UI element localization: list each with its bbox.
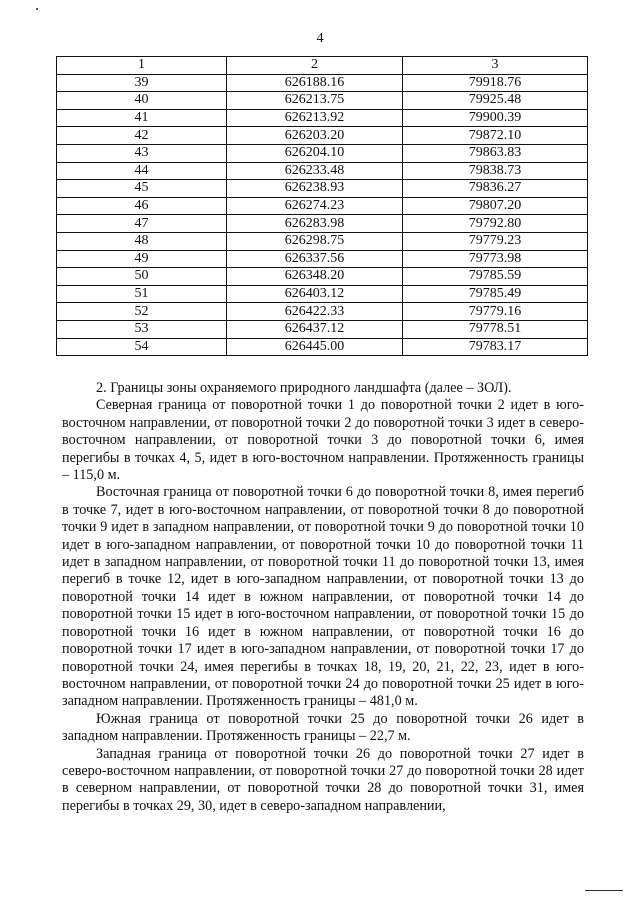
- y-coordinate-cell: 79792.80: [403, 215, 588, 233]
- point-number-cell: 53: [57, 320, 227, 338]
- table-row: [57, 92, 588, 110]
- point-number-cell: 50: [57, 268, 227, 286]
- column-header: 3: [403, 57, 588, 75]
- point-number-cell: 39: [57, 74, 227, 92]
- x-coordinate-cell: 626337.56: [227, 250, 403, 268]
- x-coordinate-cell: 626188.16: [227, 74, 403, 92]
- x-coordinate-cell: 626283.98: [227, 215, 403, 233]
- point-number-cell: 42: [57, 127, 227, 145]
- x-coordinate-cell: 626213.75: [227, 92, 403, 110]
- table-header-row: [57, 57, 588, 75]
- coordinates-table: [56, 56, 588, 356]
- point-number-cell: 41: [57, 109, 227, 127]
- y-coordinate-cell: 79838.73: [403, 162, 588, 180]
- point-number-cell: 47: [57, 215, 227, 233]
- y-coordinate-cell: 79918.76: [403, 74, 588, 92]
- y-coordinate-cell: 79785.49: [403, 285, 588, 303]
- y-coordinate-cell: 79900.39: [403, 109, 588, 127]
- point-number-cell: 44: [57, 162, 227, 180]
- x-coordinate-cell: 626238.93: [227, 180, 403, 198]
- x-coordinate-cell: 626437.12: [227, 320, 403, 338]
- y-coordinate-cell: 79863.83: [403, 144, 588, 162]
- y-coordinate-cell: 79807.20: [403, 197, 588, 215]
- y-coordinate-cell: 79783.17: [403, 338, 588, 356]
- y-coordinate-cell: 79925.48: [403, 92, 588, 110]
- page-number: 4: [316, 31, 324, 46]
- table-row: [57, 144, 588, 162]
- x-coordinate-cell: 626445.00: [227, 338, 403, 356]
- section-heading: 2. Границы зоны охраняемого природного ландшафта (далее – ЗОЛ).: [96, 380, 512, 396]
- x-coordinate-cell: 626204.10: [227, 144, 403, 162]
- paragraph-east-boundary: Восточная граница от поворотной точки 6 до поворотной точки 8, имея перегиб в точке 7, идет в юго-восточном направлении, от поворотной точки 8 до поворотной точки 9 идет в западном направлении, от поворотной точки 9 до поворотной точки 10 идет в юго-западном направлении, от поворотной точки 10 до поворотной точки 11 идет в западном направлении, от поворотной точки 11 до поворотной точки 13, имея перегиб в точке 12, идет в юго-западном направлении, от поворотной точки 13 до поворотной точки 14 идет в южном направлении, от поворотной точки 14 до поворотной точки 15 идет в юго-восточном направлении, от поворотной точки 15 до поворотной точки 16 идет в южном направлении, от поворотной точки 16 до поворотной точки 17 идет в юго-западном направлении, от поворотной точки 17 до поворотной точки 24, имея перегибы в точках 18, 19, 20, 21, 22, 23, идет в юго-восточном направлении, от поворотной точки 24 до поворотной точки 25 идет в юго-западном направлении. Протяженность границы – 481,0 м.: [62, 484, 584, 710]
- paragraph-north-boundary: Северная граница от поворотной точки 1 до поворотной точки 2 идет в юго-восточном направлении, от поворотной точки 2 до поворотной точки 3 идет в северо-восточном направлении, от поворотной точки 3 до поворотной точки 6, имея перегибы в точках 4, 5, идет в юго-восточном направлении. Протяженность границы – 115,0 м.: [62, 397, 584, 484]
- y-coordinate-cell: 79785.59: [403, 268, 588, 286]
- table-row: [57, 338, 588, 356]
- table-row: [57, 180, 588, 198]
- point-number-cell: 45: [57, 180, 227, 198]
- x-coordinate-cell: 626233.48: [227, 162, 403, 180]
- point-number-cell: 40: [57, 92, 227, 110]
- column-header: 2: [227, 57, 403, 75]
- paragraph-west-boundary: Западная граница от поворотной точки 26 до поворотной точки 27 идет в северо-восточном направлении, от поворотной точки 27 до поворотной точки 28 идет в северном направлении, от поворотной точки 28 до поворотной точки 31, имея перегибы в точках 29, 30, идет в северо-западном направлении,: [62, 745, 584, 814]
- table-row: [57, 109, 588, 127]
- point-number-cell: 46: [57, 197, 227, 215]
- table-row: [57, 285, 588, 303]
- paragraph-south-boundary: Южная граница от поворотной точки 25 до поворотной точки 26 идет в западном направлении. Протяженность границы – 22,7 м.: [62, 710, 584, 745]
- table-row: [57, 303, 588, 321]
- x-coordinate-cell: 626348.20: [227, 268, 403, 286]
- x-coordinate-cell: 626298.75: [227, 232, 403, 250]
- table-row: [57, 320, 588, 338]
- x-coordinate-cell: 626422.33: [227, 303, 403, 321]
- x-coordinate-cell: 626403.12: [227, 285, 403, 303]
- table-row: [57, 127, 588, 145]
- point-number-cell: 54: [57, 338, 227, 356]
- table-row: [57, 268, 588, 286]
- scan-speck: [36, 8, 38, 10]
- column-header: 1: [57, 57, 227, 75]
- table-row: [57, 74, 588, 92]
- y-coordinate-cell: 79779.23: [403, 232, 588, 250]
- x-coordinate-cell: 626213.92: [227, 109, 403, 127]
- table-row: [57, 232, 588, 250]
- table-row: [57, 197, 588, 215]
- y-coordinate-cell: 79836.27: [403, 180, 588, 198]
- y-coordinate-cell: 79779.16: [403, 303, 588, 321]
- footer-rule: [585, 890, 623, 891]
- y-coordinate-cell: 79778.51: [403, 320, 588, 338]
- point-number-cell: 43: [57, 144, 227, 162]
- table-row: [57, 215, 588, 233]
- table-row: [57, 250, 588, 268]
- document-body: [62, 380, 584, 815]
- y-coordinate-cell: 79872.10: [403, 127, 588, 145]
- table-row: [57, 162, 588, 180]
- point-number-cell: 52: [57, 303, 227, 321]
- point-number-cell: 48: [57, 232, 227, 250]
- x-coordinate-cell: 626274.23: [227, 197, 403, 215]
- y-coordinate-cell: 79773.98: [403, 250, 588, 268]
- point-number-cell: 49: [57, 250, 227, 268]
- point-number-cell: 51: [57, 285, 227, 303]
- x-coordinate-cell: 626203.20: [227, 127, 403, 145]
